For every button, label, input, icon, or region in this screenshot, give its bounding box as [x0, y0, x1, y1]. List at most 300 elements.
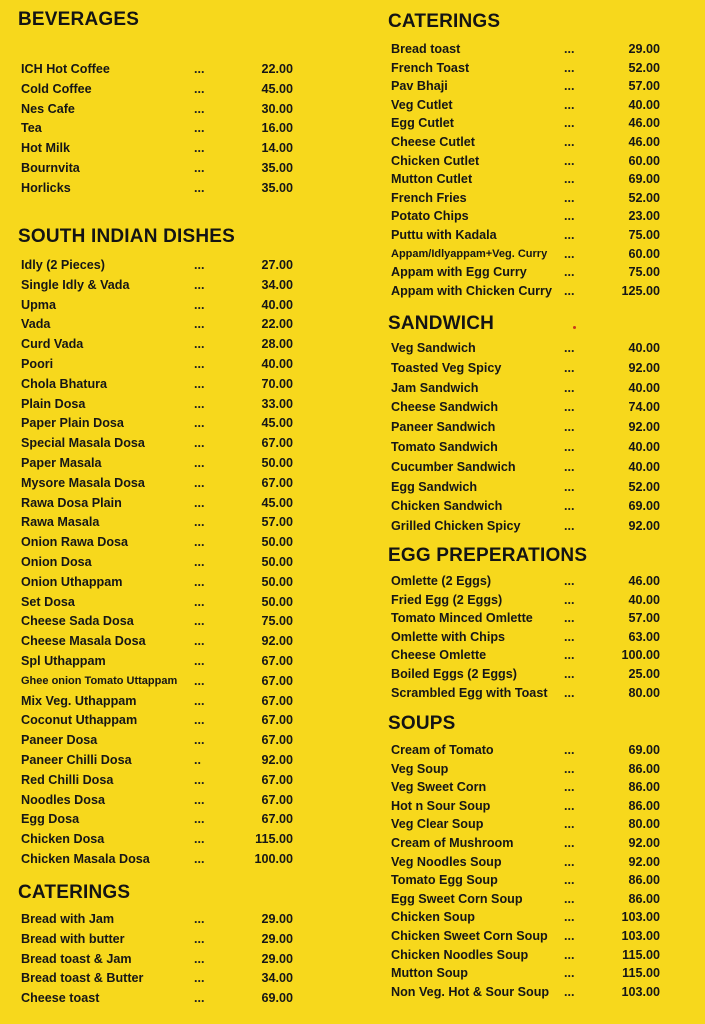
- menu-item-dots: ...: [194, 416, 205, 431]
- menu-item-dots: ...: [194, 515, 205, 530]
- menu-item-price: 29.00: [261, 951, 293, 966]
- menu-item-price: 22.00: [261, 62, 293, 76]
- menu-item-dots: ...: [564, 360, 575, 375]
- menu-item-dots: ...: [564, 499, 575, 514]
- menu-item-name: Mix Veg. Uthappam: [21, 693, 137, 708]
- menu-item-price: 67.00: [261, 673, 293, 688]
- menu-item-dots: ...: [194, 121, 205, 136]
- menu-item-price: 80.00: [628, 817, 660, 832]
- menu-item-name: Bread toast & Butter: [21, 971, 144, 986]
- menu-item-row: [388, 646, 670, 665]
- menu-item-name: Boiled Eggs (2 Eggs): [391, 666, 517, 681]
- menu-item-dots: ...: [194, 673, 205, 688]
- menu-item-dots: ...: [564, 798, 575, 813]
- menu-item-dots: ...: [564, 928, 575, 943]
- menu-item-name: Appam with Chicken Curry: [391, 283, 552, 298]
- decorative-dot: [573, 326, 576, 329]
- menu-item-price: 92.00: [628, 854, 660, 869]
- menu-item-price: 86.00: [628, 798, 660, 813]
- menu-item-name: Veg Cutlet: [391, 97, 453, 112]
- menu-item-row: [18, 494, 303, 514]
- menu-item-name: Veg Soup: [391, 761, 449, 776]
- menu-item-name: Scrambled Egg with Toast: [391, 685, 548, 700]
- menu-item-row: [388, 40, 670, 59]
- menu-item-dots: ...: [194, 851, 205, 866]
- menu-item-price: 34.00: [261, 277, 293, 292]
- menu-item-price: 52.00: [628, 190, 660, 205]
- menu-item-dots: ...: [194, 376, 205, 391]
- menu-item-price: 50.00: [261, 554, 293, 569]
- menu-item-row: [388, 609, 670, 628]
- menu-item-dots: ...: [194, 277, 205, 292]
- menu-item-row: [388, 96, 670, 115]
- menu-item-dots: ...: [564, 854, 575, 869]
- item-list: [388, 40, 670, 300]
- menu-item-row: [388, 170, 670, 189]
- menu-item-price: 28.00: [261, 337, 293, 352]
- menu-item-price: 125.00: [621, 283, 660, 298]
- menu-item-row: [388, 59, 670, 78]
- menu-item-dots: ...: [194, 356, 205, 371]
- menu-item-price: 45.00: [261, 495, 293, 510]
- menu-item-price: 29.00: [261, 912, 293, 926]
- menu-item-name: Cucumber Sandwich: [391, 459, 516, 474]
- menu-item-dots: ...: [194, 81, 205, 96]
- menu-item-price: 50.00: [261, 574, 293, 589]
- menu-item-price: 74.00: [628, 400, 660, 415]
- menu-item-name: Omlette with Chips: [391, 629, 506, 644]
- menu-item-dots: ...: [194, 951, 205, 966]
- menu-item-price: 60.00: [628, 246, 660, 261]
- menu-item-row: [18, 315, 303, 335]
- menu-item-row: [18, 850, 303, 870]
- menu-item-dots: ...: [564, 761, 575, 776]
- menu-item-dots: ...: [564, 780, 575, 795]
- menu-item-row: [18, 139, 303, 159]
- menu-item-dots: ...: [194, 62, 205, 76]
- menu-item-name: Appam/Idlyappam+Veg. Curry: [391, 247, 548, 260]
- menu-item-dots: ...: [564, 190, 575, 205]
- menu-item-row: [18, 672, 303, 692]
- menu-item-price: 29.00: [628, 42, 660, 56]
- section-title: BEVERAGES: [18, 9, 140, 30]
- menu-item-name: Red Chilli Dosa: [21, 772, 114, 787]
- menu-item-dots: ...: [564, 817, 575, 832]
- menu-item-dots: ...: [564, 209, 575, 224]
- menu-item-price: 57.00: [628, 79, 660, 94]
- menu-item-dots: ...: [194, 634, 205, 649]
- menu-item-name: Curd Vada: [21, 337, 84, 352]
- menu-item-name: Chicken Masala Dosa: [21, 851, 150, 866]
- menu-item-dots: ...: [564, 439, 575, 454]
- menu-item-row: [388, 871, 670, 890]
- menu-item-row: [18, 930, 303, 950]
- menu-item-dots: ...: [564, 519, 575, 534]
- menu-item-row: [18, 355, 303, 375]
- menu-item-dots: ...: [564, 153, 575, 168]
- menu-item-name: Hot n Sour Soup: [391, 798, 491, 813]
- menu-item-row: [388, 114, 670, 133]
- menu-item-name: Onion Dosa: [21, 554, 92, 569]
- menu-item-price: 40.00: [628, 380, 660, 395]
- menu-item-row: [18, 159, 303, 179]
- menu-item-row: [18, 533, 303, 553]
- menu-item-name: Rawa Dosa Plain: [21, 495, 122, 510]
- menu-item-price: 40.00: [261, 297, 293, 312]
- menu-item-price: 33.00: [261, 396, 293, 411]
- menu-item-row: [18, 553, 303, 573]
- menu-item-dots: ...: [564, 873, 575, 888]
- menu-item-price: 67.00: [261, 772, 293, 787]
- menu-item-price: 100.00: [254, 851, 293, 866]
- menu-item-price: 50.00: [261, 455, 293, 470]
- menu-item-dots: ...: [564, 283, 575, 298]
- menu-item-row: [18, 335, 303, 355]
- menu-item-row: [18, 632, 303, 652]
- menu-item-price: 22.00: [261, 317, 293, 332]
- item-list: [388, 572, 670, 702]
- menu-item-dots: ...: [194, 772, 205, 787]
- menu-item-price: 57.00: [628, 611, 660, 626]
- menu-item-dots: ...: [564, 97, 575, 112]
- menu-item-name: Nes Cafe: [21, 101, 75, 116]
- menu-item-price: 75.00: [261, 614, 293, 629]
- section-title: SOUTH INDIAN DISHES: [18, 226, 236, 247]
- menu-item-price: 86.00: [628, 873, 660, 888]
- menu-item-name: Cheese toast: [21, 991, 100, 1006]
- menu-item-dots: ...: [194, 713, 205, 728]
- menu-item-name: Veg Noodles Soup: [391, 854, 502, 869]
- menu-item-dots: ...: [194, 535, 205, 550]
- section-title: SOUPS: [388, 713, 456, 734]
- section-title: EGG PREPERATIONS: [388, 545, 588, 566]
- menu-item-name: Chola Bhatura: [21, 376, 108, 391]
- menu-item-name: Mutton Cutlet: [391, 172, 473, 187]
- menu-item-dots: ...: [564, 947, 575, 962]
- menu-item-dots: ...: [564, 341, 575, 355]
- menu-item-row: [388, 458, 670, 478]
- menu-item-name: Grilled Chicken Spicy: [391, 519, 521, 534]
- menu-item-row: [388, 760, 670, 779]
- menu-item-dots: ...: [564, 966, 575, 981]
- menu-item-name: Tomato Egg Soup: [391, 873, 498, 888]
- menu-item-row: [388, 418, 670, 438]
- menu-item-dots: ...: [564, 910, 575, 925]
- menu-item-dots: ...: [194, 101, 205, 116]
- section-title: CATERINGS: [388, 11, 501, 32]
- item-list: [388, 339, 670, 537]
- section-title: CATERINGS: [18, 882, 131, 903]
- menu-item-dots: ...: [194, 733, 205, 748]
- menu-item-name: Toasted Veg Spicy: [391, 360, 502, 375]
- menu-item-dots: ...: [564, 134, 575, 149]
- menu-item-dots: ...: [194, 554, 205, 569]
- menu-item-dots: ...: [194, 317, 205, 332]
- menu-item-row: [388, 189, 670, 208]
- menu-item-price: 16.00: [261, 121, 293, 136]
- menu-item-dots: ...: [564, 666, 575, 681]
- menu-item-name: Coconut Uthappam: [21, 713, 138, 728]
- menu-item-price: 50.00: [261, 535, 293, 550]
- menu-item-price: 34.00: [261, 971, 293, 986]
- menu-item-dots: ...: [194, 653, 205, 668]
- menu-item-dots: ...: [194, 297, 205, 312]
- menu-item-price: 40.00: [628, 341, 660, 355]
- menu-item-price: 35.00: [261, 180, 293, 195]
- menu-item-price: 86.00: [628, 780, 660, 795]
- menu-item-row: [18, 989, 303, 1009]
- menu-item-name: Paneer Dosa: [21, 733, 98, 748]
- menu-item-row: [18, 100, 303, 120]
- menu-item-dots: ...: [564, 79, 575, 94]
- menu-item-price: 25.00: [628, 666, 660, 681]
- menu-item-dots: ...: [564, 42, 575, 56]
- menu-item-dots: ...: [564, 685, 575, 700]
- menu-item-dots: ...: [194, 574, 205, 589]
- menu-item-row: [18, 513, 303, 533]
- menu-item-row: [388, 572, 670, 591]
- menu-item-price: 52.00: [628, 60, 660, 75]
- item-list: [18, 256, 303, 870]
- menu-item-price: 46.00: [628, 134, 660, 149]
- menu-item-dots: ...: [564, 479, 575, 494]
- menu-item-dots: ...: [564, 459, 575, 474]
- menu-item-name: Tea: [21, 121, 42, 136]
- menu-item-name: Idly (2 Pieces): [21, 258, 105, 272]
- menu-item-name: Appam with Egg Curry: [391, 265, 527, 280]
- menu-item-price: 67.00: [261, 653, 293, 668]
- menu-item-row: [388, 797, 670, 816]
- menu-item-row: [388, 438, 670, 458]
- menu-item-row: [388, 497, 670, 517]
- menu-item-row: [18, 731, 303, 751]
- menu-item-price: 115.00: [255, 832, 293, 847]
- menu-item-price: 67.00: [261, 733, 293, 748]
- menu-item-price: 50.00: [261, 594, 293, 609]
- menu-item-name: Cold Coffee: [21, 81, 92, 96]
- menu-item-price: 67.00: [261, 792, 293, 807]
- section-title: SANDWICH: [388, 313, 495, 334]
- menu-item-name: Noodles Dosa: [21, 792, 105, 807]
- menu-item-dots: ...: [564, 380, 575, 395]
- menu-item-name: Mutton Soup: [391, 966, 468, 981]
- menu-item-name: Omlette (2 Eggs): [391, 574, 492, 588]
- menu-item-name: Tomato Minced Omlette: [391, 611, 533, 626]
- menu-item-name: Bread toast & Jam: [21, 951, 132, 966]
- menu-item-row: [388, 398, 670, 418]
- menu-item-name: Pav Bhaji: [391, 79, 448, 94]
- menu-item-row: [18, 119, 303, 139]
- menu-item-name: Veg Sweet Corn: [391, 780, 487, 795]
- menu-item-name: Chicken Noodles Soup: [391, 947, 529, 962]
- menu-item-price: 35.00: [261, 160, 293, 175]
- menu-item-price: 115.00: [622, 966, 660, 981]
- menu-item-row: [388, 207, 670, 226]
- menu-item-row: [388, 908, 670, 927]
- menu-item-name: Ghee onion Tomato Uttappam: [21, 674, 178, 687]
- menu-item-dots: ...: [564, 227, 575, 242]
- menu-item-price: 92.00: [628, 835, 660, 850]
- menu-item-dots: ...: [194, 971, 205, 986]
- menu-item-row: [388, 983, 670, 1002]
- menu-item-name: Bournvita: [21, 160, 80, 175]
- menu-item-row: [18, 612, 303, 632]
- menu-item-dots: ...: [564, 743, 575, 757]
- menu-item-row: [18, 414, 303, 434]
- menu-item-row: [388, 741, 670, 760]
- menu-item-name: Hot Milk: [21, 141, 70, 156]
- menu-item-name: Mysore Masala Dosa: [21, 475, 145, 490]
- menu-item-row: [388, 77, 670, 96]
- menu-item-row: [18, 950, 303, 970]
- menu-item-name: Fried Egg (2 Eggs): [391, 592, 503, 607]
- menu-item-price: 30.00: [261, 101, 293, 116]
- menu-item-price: 103.00: [621, 910, 660, 925]
- menu-item-row: [388, 152, 670, 171]
- menu-item-row: [18, 573, 303, 593]
- menu-item-price: 92.00: [261, 634, 293, 649]
- menu-item-row: [388, 684, 670, 703]
- menu-item-dots: ...: [564, 265, 575, 280]
- menu-item-row: [388, 133, 670, 152]
- menu-item-name: Paper Plain Dosa: [21, 416, 124, 431]
- menu-item-name: Onion Uthappam: [21, 574, 123, 589]
- menu-item-price: 92.00: [628, 360, 660, 375]
- menu-item-name: Spl Uthappam: [21, 653, 106, 668]
- menu-item-name: Jam Sandwich: [391, 380, 479, 395]
- menu-item-name: Set Dosa: [21, 594, 75, 609]
- menu-item-row: [18, 276, 303, 296]
- menu-item-price: 60.00: [628, 153, 660, 168]
- menu-item-row: [18, 434, 303, 454]
- menu-item-price: 115.00: [622, 947, 660, 962]
- menu-item-price: 86.00: [628, 761, 660, 776]
- menu-item-price: 69.00: [261, 991, 293, 1006]
- menu-item-dots: ...: [194, 455, 205, 470]
- menu-item-dots: ...: [564, 648, 575, 663]
- menu-item-row: [388, 834, 670, 853]
- menu-item-name: Single Idly & Vada: [21, 277, 130, 292]
- menu-item-row: [18, 830, 303, 850]
- item-list: [388, 741, 670, 1001]
- menu-item-row: [388, 517, 670, 537]
- menu-item-dots: ...: [194, 693, 205, 708]
- menu-item-price: 29.00: [261, 931, 293, 946]
- menu-item-price: 67.00: [261, 436, 293, 451]
- menu-item-name: Egg Sandwich: [391, 479, 478, 494]
- menu-item-row: [388, 359, 670, 379]
- menu-item-price: 14.00: [261, 141, 293, 156]
- menu-item-price: 92.00: [628, 420, 660, 435]
- menu-item-name: Cheese Omlette: [391, 648, 487, 663]
- menu-item-dots: ...: [194, 594, 205, 609]
- menu-item-dots: ...: [194, 180, 205, 195]
- menu-item-row: [18, 791, 303, 811]
- menu-item-dots: ...: [194, 396, 205, 411]
- menu-item-row: [18, 296, 303, 316]
- menu-item-row: [388, 245, 670, 264]
- menu-item-row: [18, 474, 303, 494]
- menu-item-row: [388, 226, 670, 245]
- menu-item-row: [18, 454, 303, 474]
- menu-item-name: Poori: [21, 356, 54, 371]
- menu-item-name: Cream of Tomato: [391, 743, 494, 757]
- menu-item-price: 40.00: [628, 97, 660, 112]
- menu-item-price: 75.00: [628, 265, 660, 280]
- menu-item-price: 57.00: [261, 515, 293, 530]
- menu-item-dots: ...: [564, 984, 575, 999]
- menu-item-name: Potato Chips: [391, 209, 469, 224]
- menu-item-dots: ...: [564, 400, 575, 415]
- menu-item-name: Chicken Dosa: [21, 832, 105, 847]
- menu-item-price: 67.00: [261, 713, 293, 728]
- menu-item-row: [18, 810, 303, 830]
- menu-item-name: Chicken Soup: [391, 910, 475, 925]
- menu-item-price: 46.00: [628, 116, 660, 131]
- menu-item-name: French Fries: [391, 190, 467, 205]
- menu-item-row: [18, 395, 303, 415]
- menu-item-row: [18, 771, 303, 791]
- menu-item-row: [388, 282, 670, 301]
- menu-item-row: [388, 815, 670, 834]
- menu-item-price: 40.00: [628, 592, 660, 607]
- menu-item-price: 23.00: [628, 209, 660, 224]
- item-list: [18, 60, 303, 199]
- menu-item-name: Egg Sweet Corn Soup: [391, 891, 523, 906]
- menu-item-price: 86.00: [628, 891, 660, 906]
- menu-item-name: Bread with Jam: [21, 912, 115, 926]
- menu-item-row: [18, 375, 303, 395]
- menu-item-row: [18, 692, 303, 712]
- menu-item-price: 45.00: [261, 416, 293, 431]
- menu-item-name: Tomato Sandwich: [391, 439, 498, 454]
- menu-item-name: Cheese Cutlet: [391, 134, 475, 149]
- menu-item-dots: ...: [564, 891, 575, 906]
- menu-item-name: Egg Dosa: [21, 812, 80, 827]
- menu-item-dots: ...: [194, 337, 205, 352]
- menu-item-dots: ...: [194, 475, 205, 490]
- menu-item-row: [18, 80, 303, 100]
- menu-item-price: 52.00: [628, 479, 660, 494]
- menu-item-row: [388, 478, 670, 498]
- menu-item-row: [388, 628, 670, 647]
- menu-item-name: Chicken Sandwich: [391, 499, 503, 514]
- menu-item-row: [388, 665, 670, 684]
- menu-item-row: [18, 593, 303, 613]
- menu-item-name: Bread toast: [391, 42, 461, 56]
- menu-item-dots: ...: [564, 420, 575, 435]
- menu-item-dots: ...: [564, 835, 575, 850]
- menu-item-row: [388, 927, 670, 946]
- menu-item-price: 69.00: [628, 743, 660, 757]
- menu-item-row: [388, 379, 670, 399]
- menu-item-name: Horlicks: [21, 180, 71, 195]
- menu-item-dots: ...: [564, 246, 575, 261]
- menu-item-dots: ...: [194, 141, 205, 156]
- menu-item-dots: ...: [564, 611, 575, 626]
- menu-item-name: Onion Rawa Dosa: [21, 535, 129, 550]
- menu-item-name: Non Veg. Hot & Sour Soup: [391, 984, 550, 999]
- menu-item-dots: ...: [194, 812, 205, 827]
- menu-item-row: [18, 60, 303, 80]
- menu-item-price: 70.00: [261, 376, 293, 391]
- menu-item-price: 40.00: [628, 439, 660, 454]
- menu-item-row: [18, 969, 303, 989]
- menu-item-name: Cheese Sandwich: [391, 400, 499, 415]
- menu-item-name: Veg Sandwich: [391, 341, 476, 355]
- menu-item-row: [18, 652, 303, 672]
- menu-item-dots: ...: [194, 614, 205, 629]
